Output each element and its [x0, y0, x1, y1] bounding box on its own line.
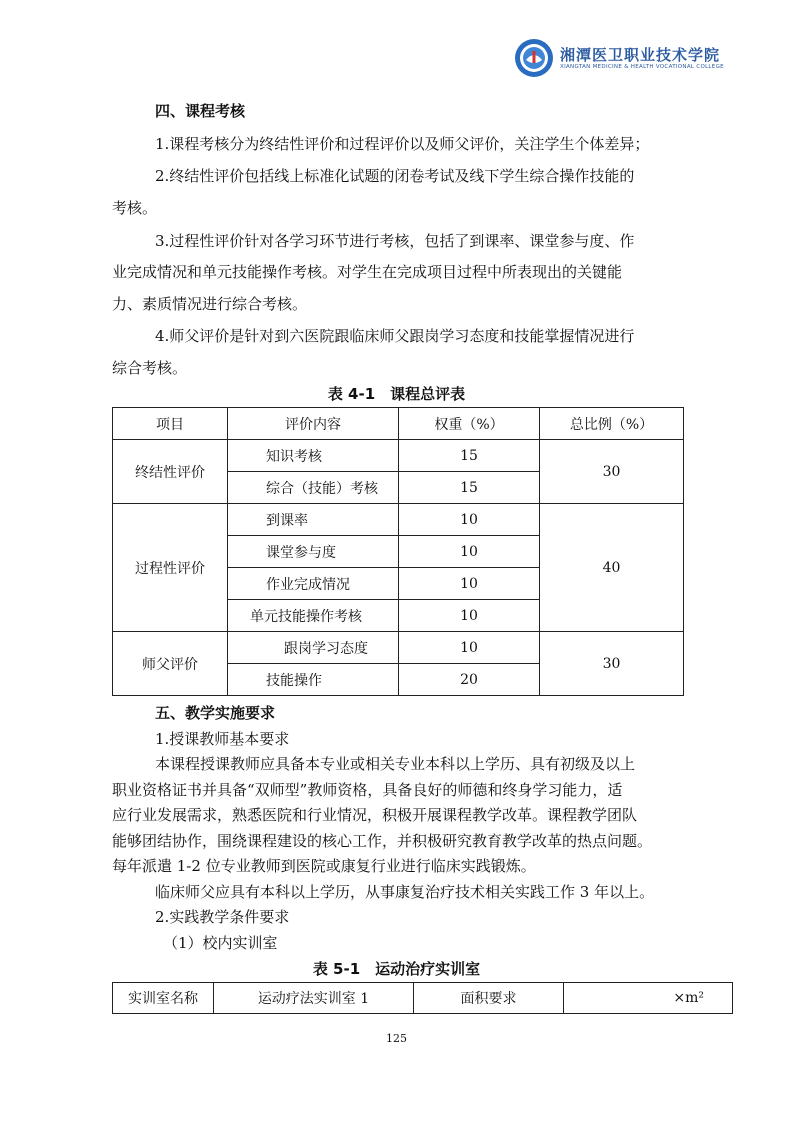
group-name-cell: 终结性评价 — [113, 440, 228, 504]
table-row — [113, 632, 684, 664]
page-number: 125 — [386, 1032, 407, 1045]
section5-paragraph-line: 能够团结协作，围绕课程建设的核心工作，并积极研究教育教学改革的热点问题。 — [112, 832, 653, 850]
table-header-cell: 权重（%） — [399, 408, 540, 440]
section5-paragraph-line: 临床师父应具有本科以上学历，从事康复治疗技术相关实践工作 3 年以上。 — [155, 883, 655, 901]
section4-line: 综合考核。 — [112, 359, 188, 377]
weight-cell: 10 — [399, 632, 540, 664]
total-cell: 30 — [540, 440, 684, 504]
lab-name-label-cell: 实训室名称 — [113, 983, 214, 1014]
section5-paragraph-line: 应行业发展需求，熟悉医院和行业情况，积极开展课程教学改革。课程教学团队 — [112, 806, 638, 824]
table51 — [112, 982, 733, 1014]
section4-line: 考核。 — [112, 199, 158, 217]
area-label-cell: 面积要求 — [414, 983, 564, 1014]
table-header-cell: 项目 — [113, 408, 228, 440]
table51-caption: 表 5-1 运动治疗实训室 — [312, 960, 481, 978]
table-header-row — [113, 408, 684, 440]
weight-cell: 15 — [399, 440, 540, 472]
table-row — [113, 504, 684, 536]
section5-heading: 五、教学实施要求 — [155, 704, 276, 722]
weight-cell: 10 — [399, 600, 540, 632]
section5-paragraph-line: 本课程授课教师应具备本专业或相关专业本科以上学历、具有初级及以上 — [155, 755, 636, 773]
weight-cell: 10 — [399, 536, 540, 568]
section4-line: 4.师父评价是针对到六医院跟临床师父跟岗学习态度和技能掌握情况进行 — [155, 327, 635, 345]
table-header-cell: 评价内容 — [228, 408, 399, 440]
section5-subheading: 1.授课教师基本要求 — [155, 730, 290, 748]
weight-cell: 10 — [399, 568, 540, 600]
content-cell: 跟岗学习态度 — [228, 632, 399, 664]
section4-line: 3.过程性评价针对各学习环节进行考核，包括了到课率、课堂参与度、作 — [155, 232, 635, 250]
section5-subheading: （1）校内实训室 — [163, 934, 278, 952]
table-header-cell: 总比例（%） — [540, 408, 684, 440]
content-cell: 技能操作 — [228, 664, 399, 696]
weight-cell: 15 — [399, 472, 540, 504]
total-cell: 30 — [540, 632, 684, 696]
table41-caption: 表 4-1 课程总评表 — [327, 385, 466, 403]
weight-cell: 10 — [399, 504, 540, 536]
weight-cell: 20 — [399, 664, 540, 696]
content-cell: 课堂参与度 — [228, 536, 399, 568]
table-row — [113, 440, 684, 472]
section4-line: 力、素质情况进行综合考核。 — [112, 295, 308, 313]
college-emblem-icon — [514, 38, 554, 78]
section5-paragraph-line: 每年派遣 1-2 位专业教师到医院或康复行业进行临床实践锻炼。 — [112, 857, 536, 875]
content-cell: 到课率 — [228, 504, 399, 536]
lab-name-value-cell: 运动疗法实训室 1 — [214, 983, 414, 1014]
content-cell: 综合（技能）考核 — [228, 472, 399, 504]
content-cell: 单元技能操作考核 — [228, 600, 399, 632]
college-logo — [514, 38, 724, 80]
area-value-cell: ×m² — [564, 983, 733, 1014]
section5-paragraph-line: 职业资格证书并具备“双师型”教师资格，具备良好的师德和终身学习能力，适 — [112, 781, 623, 799]
total-cell: 40 — [540, 504, 684, 632]
logo-english-name: XIANGTAN MEDICINE & HEALTH VOCATIONAL COLLEGE — [560, 64, 724, 70]
table-row — [113, 983, 733, 1014]
content-cell: 知识考核 — [228, 440, 399, 472]
section5-subheading: 2.实践教学条件要求 — [155, 908, 290, 926]
section4-line: 业完成情况和单元技能操作考核。对学生在完成项目过程中所表现出的关键能 — [112, 263, 623, 281]
section4-heading: 四、课程考核 — [155, 102, 246, 120]
logo-chinese-name: 湘潭医卫职业技术学院 — [560, 46, 721, 64]
group-name-cell: 师父评价 — [113, 632, 228, 696]
table41 — [112, 407, 684, 696]
content-cell: 作业完成情况 — [228, 568, 399, 600]
group-name-cell: 过程性评价 — [113, 504, 228, 632]
section4-line: 1.课程考核分为终结性评价和过程评价以及师父评价，关注学生个体差异； — [155, 135, 650, 153]
section4-line: 2.终结性评价包括线上标准化试题的闭卷考试及线下学生综合操作技能的 — [155, 167, 635, 185]
